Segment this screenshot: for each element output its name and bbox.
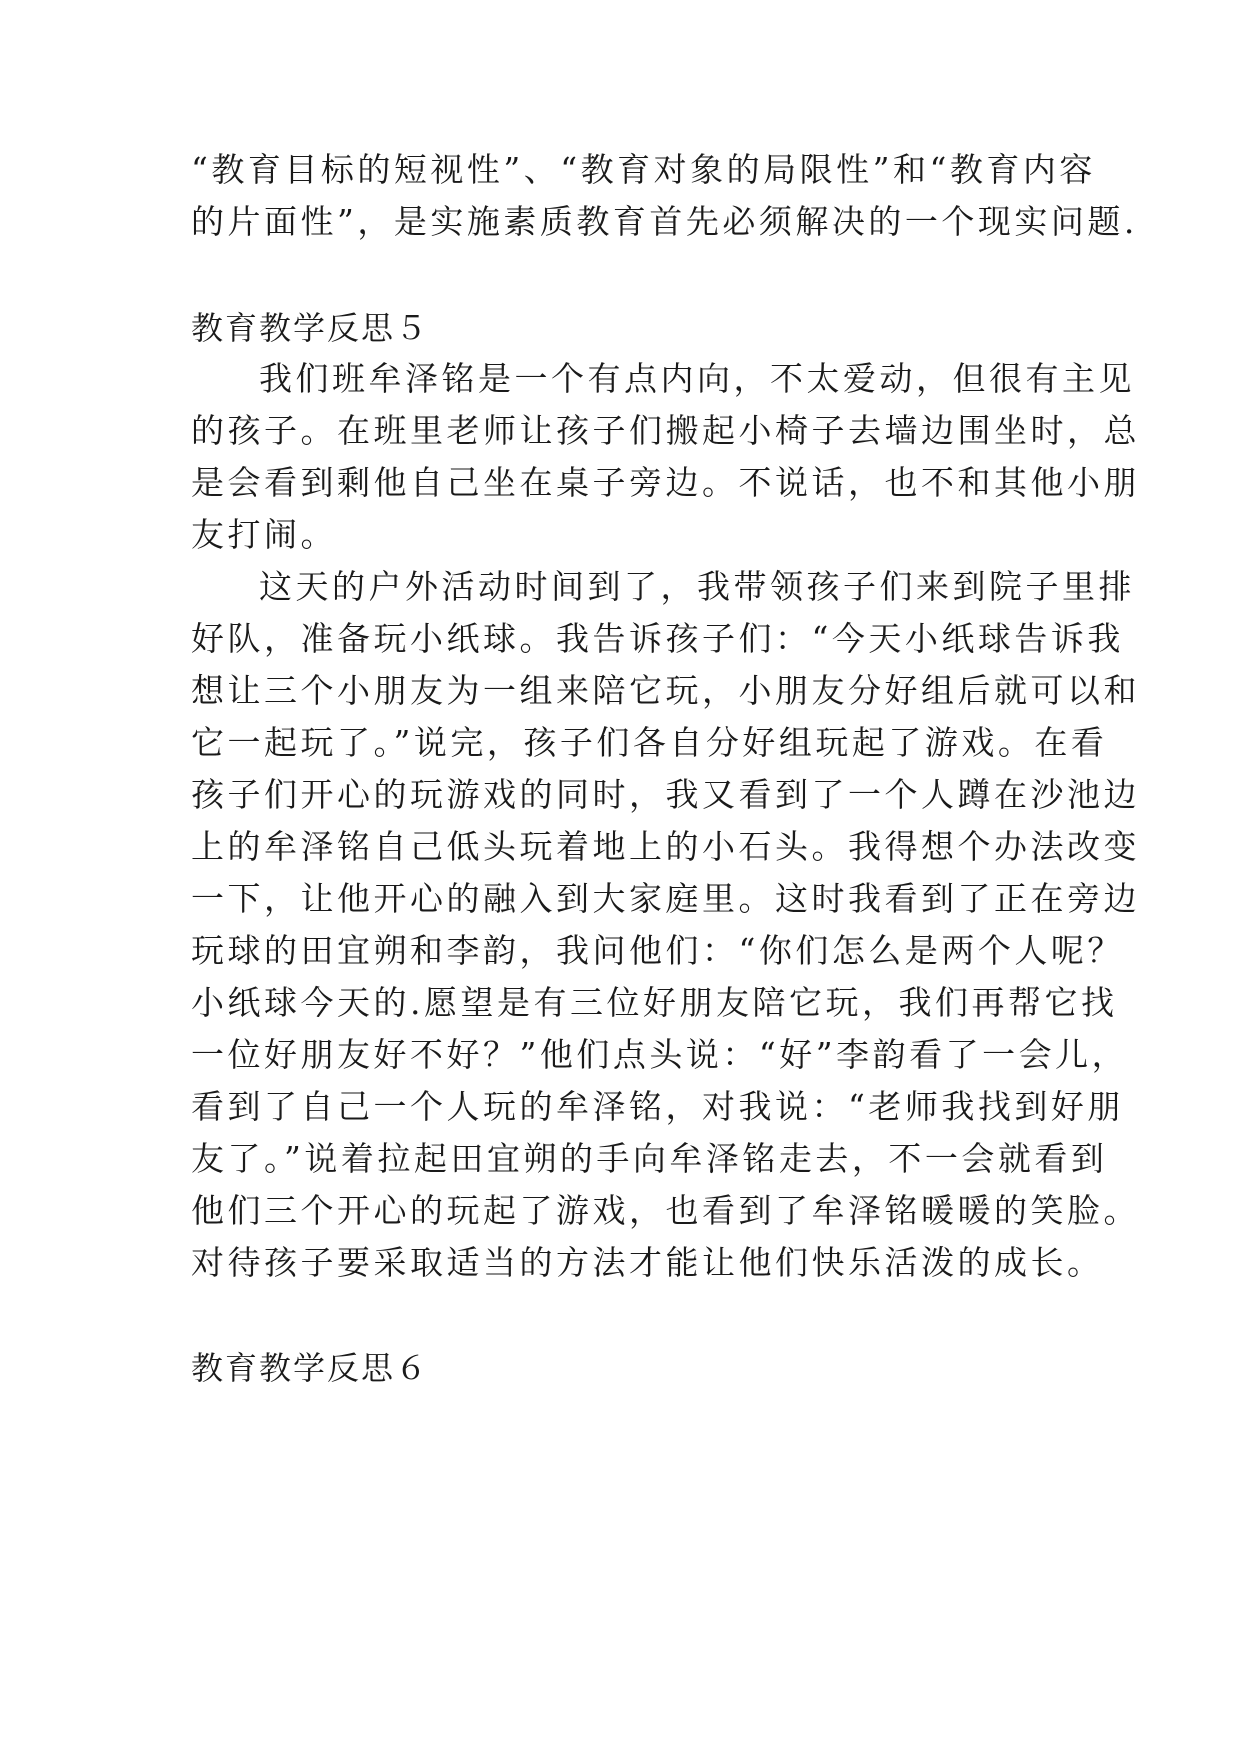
paragraph-line: 一位好朋友好不好？”他们点头说：“好”李韵看了一会儿，: [191, 1035, 1129, 1074]
intro-line: “教育目标的短视性”、“教育对象的局限性”和“教育内容: [191, 150, 1096, 189]
paragraph-line: 我们班牟泽铭是一个有点内向，不太爱动，但很有主见: [259, 359, 1135, 398]
paragraph-line: 是会看到剩他自己坐在桌子旁边。不说话，也不和其他小朋: [191, 463, 1140, 502]
paragraph-line: 小纸球今天的.愿望是有三位好朋友陪它玩，我们再帮它找: [191, 983, 1118, 1022]
section-heading-5: 教育教学反思５: [191, 309, 430, 347]
paragraph-line: 想让三个小朋友为一组来陪它玩，小朋友分好组后就可以和: [191, 671, 1140, 710]
paragraph-line: 友了。”说着拉起田宜朔的手向牟泽铭走去，不一会就看到: [191, 1139, 1108, 1178]
paragraph-line: 一下，让他开心的融入到大家庭里。这时我看到了正在旁边: [191, 879, 1140, 918]
section-heading-6: 教育教学反思６: [191, 1349, 430, 1387]
paragraph-line: 孩子们开心的玩游戏的同时，我又看到了一个人蹲在沙池边: [191, 775, 1140, 814]
paragraph-line: 他们三个开心的玩起了游戏，也看到了牟泽铭暖暖的笑脸。: [191, 1191, 1140, 1230]
paragraph-line: 友打闹。: [191, 515, 337, 554]
paragraph-line: 这天的户外活动时间到了，我带领孩子们来到院子里排: [259, 567, 1135, 606]
paragraph-line: 玩球的田宜朔和李韵，我问他们：“你们怎么是两个人呢？: [191, 931, 1124, 970]
intro-line: 的片面性”，是实施素质教育首先必须解决的一个现实问题.: [191, 202, 1138, 241]
paragraph-line: 看到了自己一个人玩的牟泽铭，对我说：“老师我找到好朋: [191, 1087, 1124, 1126]
paragraph-line: 好队，准备玩小纸球。我告诉孩子们：“今天小纸球告诉我: [191, 619, 1124, 658]
paragraph-line: 对待孩子要采取适当的方法才能让他们快乐活泼的成长。: [191, 1243, 1104, 1282]
paragraph-line: 上的牟泽铭自己低头玩着地上的小石头。我得想个办法改变: [191, 827, 1140, 866]
paragraph-line: 的孩子。在班里老师让孩子们搬起小椅子去墙边围坐时，总: [191, 411, 1140, 450]
paragraph-line: 它一起玩了。”说完，孩子们各自分好组玩起了游戏。在看: [191, 723, 1108, 762]
